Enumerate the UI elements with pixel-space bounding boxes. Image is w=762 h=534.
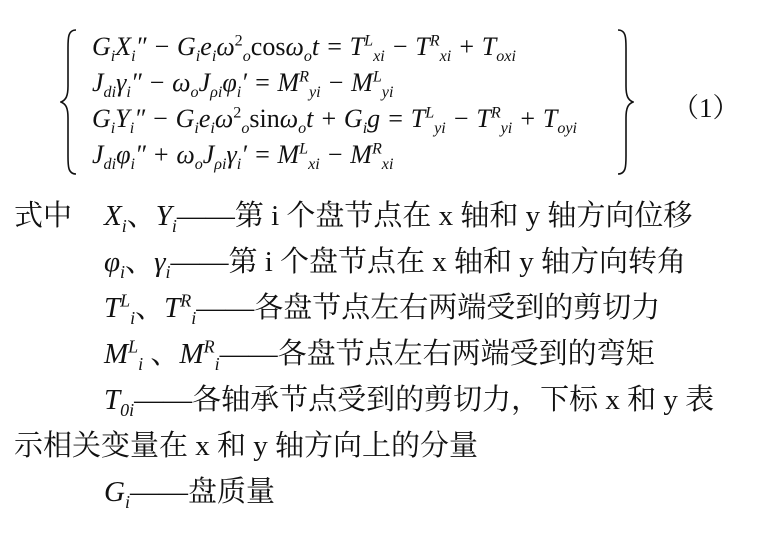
equation-system (60, 28, 640, 176)
definition-row (0, 287, 762, 329)
definition-row (0, 471, 762, 513)
definition-row-continuation (0, 425, 762, 467)
equation-number: （1） (672, 93, 740, 123)
lead-label: 式中 (14, 200, 73, 232)
equation-line-1: $G_iX_i'' - G_ie_i\omega^2_o\cos\omega_ot = T^L_{xi} - T^R_{xi} + T_{oxi}$ (92, 32, 516, 66)
equation-line-4: $J_{di}\varphi_i'' + \omega_oJ_{\rho i}\gamma_i' = M^L_{xi} - M^R_{xi}$ (92, 140, 394, 174)
definition-text: $X_i$、$Y_i——$第 i 个盘节点在 x 轴和 y 轴方向位移 (104, 200, 693, 236)
definition-text: $G_i——$盘质量 (104, 476, 275, 512)
definition-text: $\varphi_i$、$\gamma_i——$第 i 个盘节点在 x 轴和 y 轴方向转角 (104, 246, 687, 282)
definition-row (0, 379, 762, 421)
definition-text: $T_{0i}——$各轴承节点受到的剪切力，下标 x 和 y 表 (104, 384, 715, 420)
left-brace-icon (60, 28, 78, 176)
definition-text: 示相关变量在 x 和 y 轴方向上的分量 (14, 430, 479, 462)
definition-row (0, 241, 762, 283)
equation-line-2: $J_{di}\gamma_i'' - \omega_oJ_{\rho i}\varphi_i' = M^R_{yi} - M^L_{yi}$ (92, 68, 394, 102)
definition-row (0, 195, 762, 237)
right-brace-icon (616, 28, 634, 176)
definition-row (0, 333, 762, 375)
definition-text: $M^L_i$ 、$M^R_i——$各盘节点左右两端受到的弯矩 (104, 336, 655, 374)
equation-line-3: $G_iY_i'' - G_ie_i\omega^2_o\sin\omega_ot + G_ig = T^L_{yi} - T^R_{yi} + T_{oyi}$ (92, 104, 577, 138)
definition-text: $T^L_i$、$T^R_i——$各盘节点左右两端受到的剪切力 (104, 290, 661, 328)
